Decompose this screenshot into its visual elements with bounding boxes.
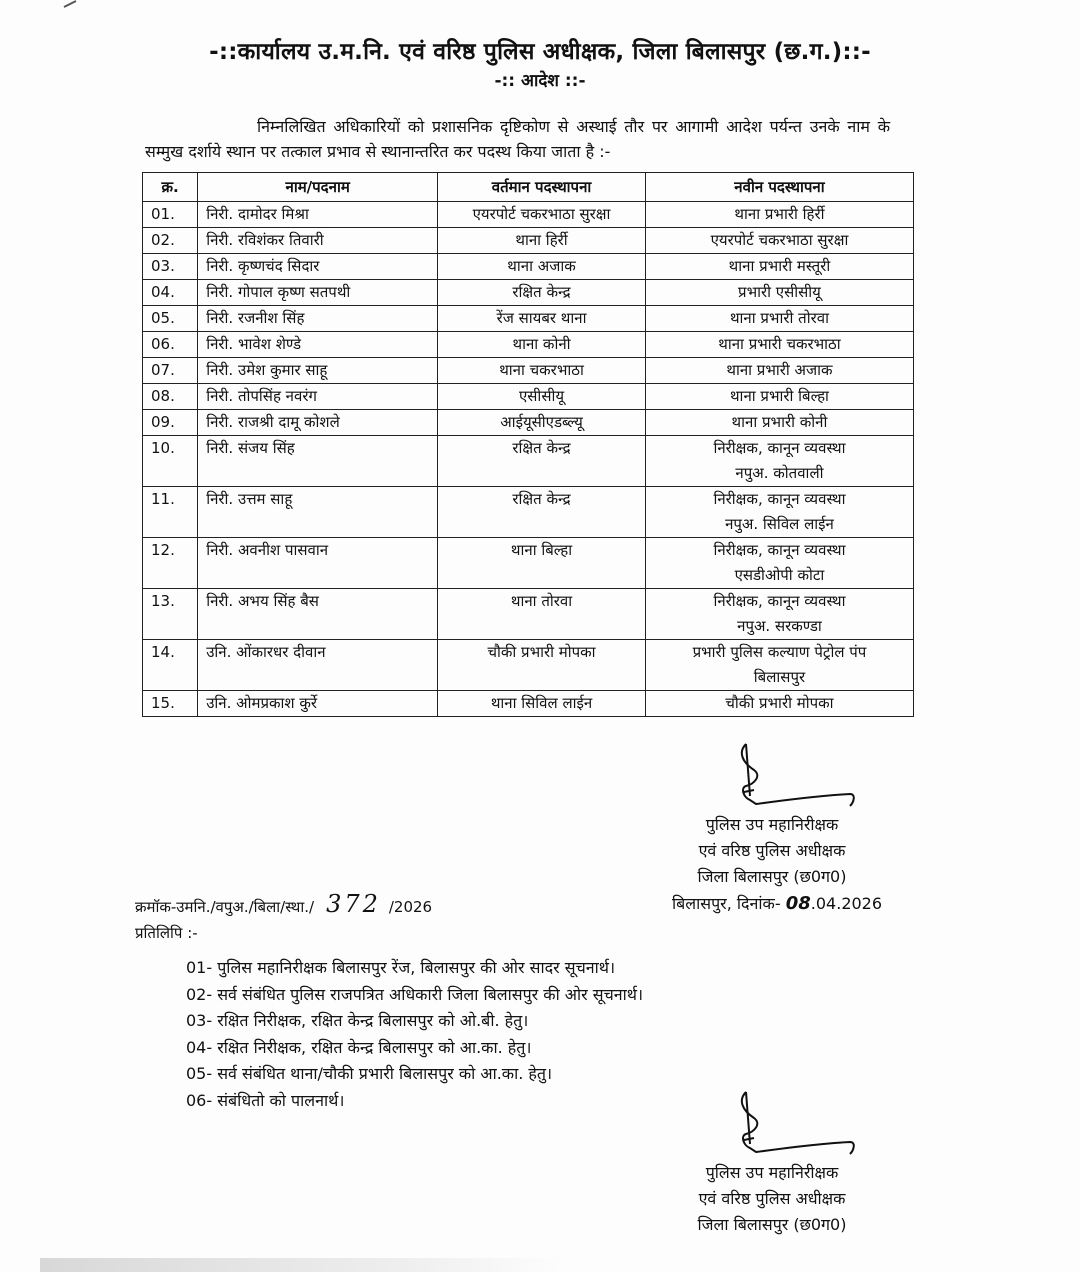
row-serial: 04. [143,280,198,306]
new-posting-line-2: एसडीओपी कोटा [734,566,825,584]
transfer-table [142,172,914,717]
row-name: उनि. ओमप्रकाश कुर्रे [198,691,438,717]
table-row [143,436,914,487]
table-row [143,487,914,538]
new-posting-line-1: थाना प्रभारी चकरभाठा [718,335,841,353]
reference-year: /2026 [388,898,433,916]
pen-mark [62,0,92,8]
row-name: निरी. कृष्णचंद सिदार [198,254,438,280]
row-new-posting [645,332,913,358]
date-handwritten-day: 08 [785,893,811,914]
row-serial: 05. [143,306,198,332]
new-posting-line-1: चौकी प्रभारी मोपका [725,694,834,712]
table-row [143,589,914,640]
row-serial: 13. [143,589,198,640]
col-current-posting: वर्तमान पदस्थापना [438,173,646,202]
table-row [143,202,914,228]
signature-block-top [672,740,872,890]
order-heading: -:: आदेश ::- [494,71,586,91]
row-current-posting: एयरपोर्ट चकरभाठा सुरक्षा [438,202,646,228]
row-new-posting [645,436,913,487]
intro-text: निम्नलिखित अधिकारियों को प्रशासनिक दृष्टिकोण से अस्थाई तौर पर आगामी आदेश पर्यन्त उनके नाम के सम्मुख दर्शाये स्थान पर तत्काल प्रभाव से स्थानान्तरित कर पदस्थ किया जाता है :- [145,117,890,161]
row-name: निरी. रजनीश सिंह [198,306,438,332]
row-serial: 12. [143,538,198,589]
table-row [143,228,914,254]
row-new-posting [645,487,913,538]
row-current-posting: थाना सिविल लाईन [438,691,646,717]
row-serial: 08. [143,384,198,410]
table-row [143,280,914,306]
row-current-posting: एसीसीयू [438,384,646,410]
row-new-posting [645,640,913,691]
new-posting-line-2: नपुअ. सिविल लाईन [725,515,834,533]
signatory-title: पुलिस उप महानिरीक्षक [705,1163,839,1182]
row-new-posting [645,589,913,640]
new-posting-line-1: थाना प्रभारी कोनी [731,413,828,431]
row-new-posting [645,254,913,280]
row-serial: 15. [143,691,198,717]
intro-paragraph [145,114,890,164]
row-current-posting: थाना तोरवा [438,589,646,640]
row-current-posting: रक्षित केन्द्र [438,487,646,538]
reference-handwritten-number: 372 [326,890,381,918]
row-serial: 14. [143,640,198,691]
list-item: 03- रक्षित निरीक्षक, रक्षित केन्द्र बिलासपुर को ओ.बी. हेतु। [186,1011,529,1030]
row-new-posting [645,358,913,384]
signatory-district: जिला बिलासपुर (छ0ग0) [697,867,847,886]
row-serial: 03. [143,254,198,280]
copy-to-list [186,955,643,1114]
new-posting-line-1: प्रभारी पुलिस कल्याण पेट्रोल पंप [692,643,867,661]
new-posting-line-1: थाना प्रभारी बिल्हा [729,387,829,405]
table-row [143,254,914,280]
list-item: 01- पुलिस महानिरीक्षक बिलासपुर रेंज, बिलासपुर की ओर सादर सूचनार्थ। [186,958,616,977]
row-serial: 10. [143,436,198,487]
table-row [143,358,914,384]
row-serial: 07. [143,358,198,384]
signatory-title: पुलिस उप महानिरीक्षक [705,815,839,834]
col-new-posting: नवीन पदस्थापना [645,173,913,202]
row-new-posting [645,410,913,436]
signature-block-bottom [672,1088,872,1238]
copy-to-label: प्रतिलिपि :- [135,924,198,942]
row-serial: 02. [143,228,198,254]
row-serial: 09. [143,410,198,436]
new-posting-line-1: थाना प्रभारी हिर्री [734,205,825,223]
row-current-posting: रेंज सायबर थाना [438,306,646,332]
row-current-posting: थाना हिर्री [438,228,646,254]
row-serial: 06. [143,332,198,358]
row-new-posting [645,280,913,306]
table-row [143,640,914,691]
new-posting-line-1: एयरपोर्ट चकरभाठा सुरक्षा [710,231,849,249]
row-new-posting [645,228,913,254]
date-rest: .04.2026 [810,894,883,913]
row-current-posting: थाना कोनी [438,332,646,358]
new-posting-line-1: निरीक्षक, कानून व्यवस्था [713,490,846,508]
row-new-posting [645,306,913,332]
table-row [143,306,914,332]
row-name: निरी. तोपसिंह नवरंग [198,384,438,410]
row-new-posting [645,202,913,228]
new-posting-line-2: बिलासपुर [753,668,806,686]
row-current-posting: थाना अजाक [438,254,646,280]
row-current-posting: थाना चकरभाठा [438,358,646,384]
table-header-row [143,173,914,202]
row-current-posting: चौकी प्रभारी मोपका [438,640,646,691]
row-current-posting: रक्षित केन्द्र [438,436,646,487]
row-name: निरी. अभय सिंह बैस [198,589,438,640]
row-new-posting [645,538,913,589]
signature-icon [732,1088,862,1160]
row-name: निरी. राजश्री दामू कोशले [198,410,438,436]
row-serial: 01. [143,202,198,228]
new-posting-line-2: नपुअ. कोतवाली [735,464,824,482]
signatory-designation: एवं वरिष्ठ पुलिस अधीक्षक [698,841,846,860]
col-serial: क्र. [143,173,198,202]
list-item: 04- रक्षित निरीक्षक, रक्षित केन्द्र बिलासपुर को आ.का. हेतु। [186,1037,532,1057]
row-current-posting: आईयूसीएडब्ल्यू [438,410,646,436]
table-row [143,538,914,589]
date-prefix: बिलासपुर, दिनांक- [672,894,781,913]
signatory-designation: एवं वरिष्ठ पुलिस अधीक्षक [698,1189,846,1208]
new-posting-line-2: नपुअ. सरकण्डा [737,617,822,635]
date-line [672,892,882,914]
row-name: निरी. उमेश कुमार साहू [198,358,438,384]
table-row [143,410,914,436]
row-new-posting [645,384,913,410]
new-posting-line-1: थाना प्रभारी अजाक [726,361,833,379]
row-name: निरी. गोपाल कृष्ण सतपथी [198,280,438,306]
scan-shadow [40,1258,560,1272]
new-posting-line-1: प्रभारी एसीसीयू [738,283,821,301]
row-name: उनि. ओंकारधर दीवान [198,640,438,691]
row-name: निरी. दामोदर मिश्रा [198,202,438,228]
table-row [143,691,914,717]
new-posting-line-1: निरीक्षक, कानून व्यवस्था [713,439,846,457]
row-current-posting: थाना बिल्हा [438,538,646,589]
row-name: निरी. रविशंकर तिवारी [198,228,438,254]
reference-prefix: क्रमॉक-उमनि./वपुअ./बिला/स्था./ [135,898,315,916]
list-item: 05- सर्व संबंधित थाना/चौकी प्रभारी बिलासपुर को आ.का. हेतु। [186,1064,553,1083]
reference-number [135,890,432,918]
row-name: निरी. अवनीश पासवान [198,538,438,589]
new-posting-line-1: निरीक्षक, कानून व्यवस्था [713,541,846,559]
list-item: 06- संबंधितो को पालनार्थ। [186,1090,345,1110]
list-item: 02- सर्व संबंधित पुलिस राजपत्रित अधिकारी जिला बिलासपुर की ओर सूचनार्थ। [186,984,644,1004]
row-name: निरी. उत्तम साहू [198,487,438,538]
office-title: -::कार्यालय उ.म.नि. एवं वरिष्ठ पुलिस अधीक्षक, जिला बिलासपुर (छ.ग.)::- [209,39,871,65]
col-name: नाम/पदनाम [198,173,438,202]
table-row [143,332,914,358]
row-new-posting [645,691,913,717]
row-current-posting: रक्षित केन्द्र [438,280,646,306]
signatory-district: जिला बिलासपुर (छ0ग0) [697,1215,847,1234]
new-posting-line-1: थाना प्रभारी मस्तूरी [728,257,831,275]
signature-icon [732,740,862,812]
table-row [143,384,914,410]
new-posting-line-1: थाना प्रभारी तोरवा [729,309,829,327]
row-name: निरी. भावेश शेण्डे [198,332,438,358]
new-posting-line-1: निरीक्षक, कानून व्यवस्था [713,592,846,610]
row-serial: 11. [143,487,198,538]
row-name: निरी. संजय सिंह [198,436,438,487]
